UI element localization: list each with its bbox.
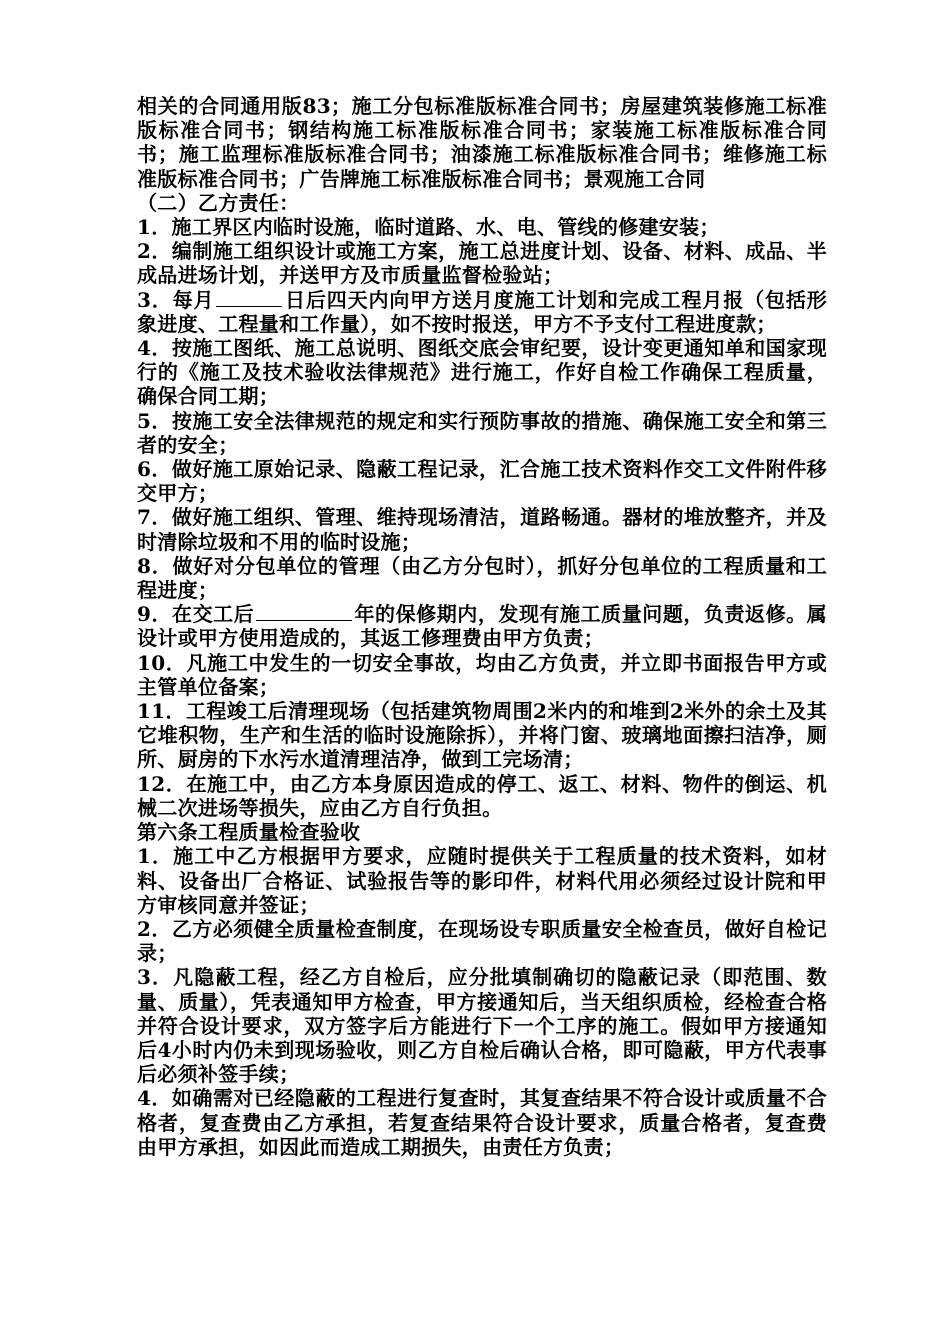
item-b-9-rest: 年的保修期内，发现有施工质量问题，负责返修。属设计或甲方使用造成的，其返工修理费由甲方负责； (137, 602, 827, 651)
item-b-11: 11．工程竣工后清理现场（包括建筑物周围2米内的和堆到2米外的余土及其它堆积物，生产和生活的临时设施除拆），并将门窗、玻璃地面擦扫洁净，厕所、厨房的下水污水道清理洁净，做到工完场清； (137, 699, 827, 772)
item-b-1: 1．施工界区内临时设施，临时道路、水、电、管线的修建安装； (137, 215, 720, 240)
item-6-1: 1．施工中乙方根据甲方要求，应随时提供关于工程质量的技术资料，如材料、设备出厂合格证、试验报告等的影印件，材料代用必须经过设计院和甲方审核同意并签证； (137, 844, 827, 917)
item-b-2: 2．编制施工组织设计或施工方案，施工总进度计划、设备、材料、成品、半成品进场计划，并送甲方及市质量监督检验站； (137, 239, 827, 288)
section-b-title: （二）乙方责任： (137, 190, 300, 215)
item-b-12: 12．在施工中，由乙方本身原因造成的停工、返工、材料、物件的倒运、机械二次进场等损失，应由乙方自行负担。 (137, 771, 827, 820)
item-6-3: 3．凡隐蔽工程，经乙方自检后，应分批填制确切的隐蔽记录（即范围、数量、质量），凭表通知甲方检查，甲方接通知后，当天组织质检，经检查合格并符合设计要求，双方签字后方能进行下一个工序的施工。假如甲方接通知后4小时内仍未到现场验收，则乙方自检后确认合格，即可隐蔽，甲方代表事后必须补签手续； (137, 965, 827, 1087)
fill-blank-years (256, 602, 352, 621)
item-6-4: 4．如确需对已经隐蔽的工程进行复查时，其复查结果不符合设计或质量不合格者，复查费由乙方承担，若复查结果符合设计要求，质量合格者，复查费由甲方承担，如因此而造成工期损失，由责任方负责； (137, 1086, 827, 1159)
item-b-9-lead: 9．在交工后 (137, 602, 255, 627)
item-b-9 (137, 602, 827, 650)
item-b-4: 4．按施工图纸、施工总说明、图纸交底会审纪要，设计变更通知单和国家现行的《施工及技术验收法律规范》进行施工，作好自检工作确保工程质量，确保合同工期； (137, 336, 827, 409)
item-b-3-rest: 日后四天内向甲方送月度施工计划和完成工程月报（包括形象进度、工程量和工作量），如不按时报送，甲方不予支付工程进度款； (137, 287, 827, 336)
item-b-3 (137, 288, 827, 336)
item-b-8: 8．做好对分包单位的管理（由乙方分包时），抓好分包单位的工程质量和工程进度； (137, 553, 827, 603)
item-b-6: 6．做好施工原始记录、隐蔽工程记录，汇合施工技术资料作交工文件附件移交甲方； (137, 457, 827, 506)
document-page (137, 94, 827, 1159)
item-b-7: 7．做好施工组织、管理、维持现场清洁，道路畅通。器材的堆放整齐，并及时清除垃圾和不用的临时设施； (137, 505, 827, 554)
item-b-5: 5．按施工安全法律规范的规定和实行预防事故的措施、确保施工安全和第三者的安全； (137, 408, 827, 457)
item-b-3-lead: 3．每月 (137, 287, 215, 312)
fill-blank-day (216, 288, 282, 307)
item-6-2: 2．乙方必须健全质量检查制度，在现场设专职质量安全检查员，做好自检记录； (137, 916, 827, 966)
article-6-title: 第六条工程质量检查验收 (137, 820, 361, 845)
intro-paragraph: 相关的合同通用版83；施工分包标准版标准合同书；房屋建筑装修施工标准版标准合同书；钢结构施工标准版标准合同书；家装施工标准版标准合同书；施工监理标准版标准合同书；油漆施工标准版标准合同书；维修施工标准版标准合同书；广告牌施工标准版标准合同书；景观施工合同 (137, 94, 827, 191)
item-b-10: 10．凡施工中发生的一切安全事故，均由乙方负责，并立即书面报告甲方或主管单位备案； (137, 650, 827, 699)
